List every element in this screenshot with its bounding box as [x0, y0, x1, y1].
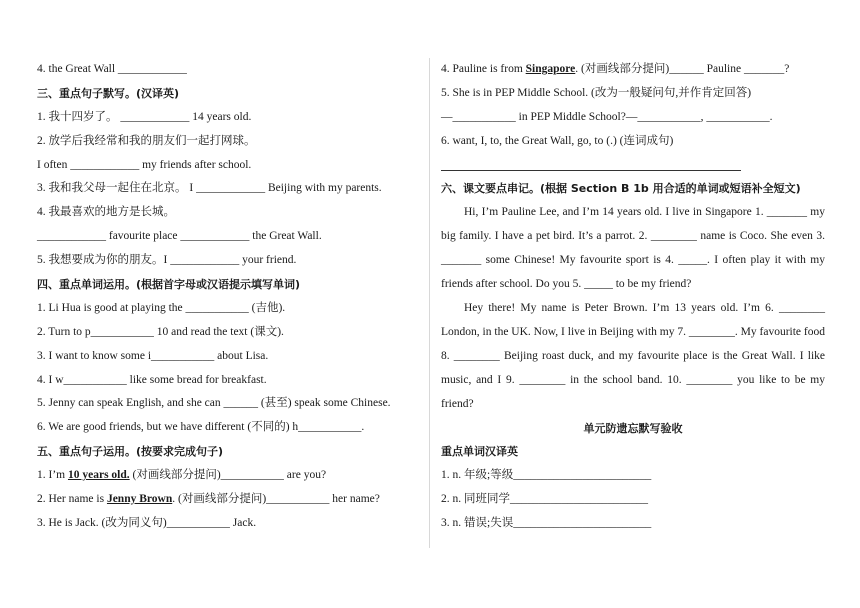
- sentence-2-cn: 2. 放学后我经常和我的朋友们一起打网球。: [37, 134, 256, 147]
- question-2: [37, 488, 417, 512]
- passage: [441, 201, 825, 416]
- passage-paragraph-2: Hey there! My name is Peter Brown. I’m 13 years old. I’m 6. ________ London, in the UK. Now, I live in Beijing with my 7. ________. My favourite food 8. ________ Beijing roast duck, and my favourite place is the Great Wall. I like music, and I 9. ________ in the school band. 10. ________ you like to be my friend?: [441, 301, 825, 410]
- word-2: 2. Turn to p___________ 10 and read the text (课文).: [37, 325, 284, 338]
- question-1: [37, 464, 417, 488]
- word-5: 5. Jenny can speak English, and she can ______ (甚至) speak some Chinese.: [37, 397, 391, 410]
- vocab-3: 3. n. 错误;失误________________________: [441, 517, 652, 530]
- right-column: [441, 58, 825, 536]
- section-4-heading: 四、重点单词运用。(根据首字母或汉语提示填写单词): [37, 278, 301, 292]
- section-3-heading: 三、重点句子默写。(汉译英): [37, 86, 180, 100]
- passage-paragraph-1: Hi, I’m Pauline Lee, and I’m 14 years old. I live in Singapore 1. _______ my big family. I have a pet bird. It’s a parrot. 2. ________ name is Coco. She even 3. _______ some Chinese! My favourite sport is 4. _____. I often play it with my friends after school. Do you 5. _____ to be my friend?: [441, 206, 825, 291]
- r4-underlined: Singapore: [525, 63, 576, 75]
- q2-underlined: Jenny Brown: [106, 493, 173, 506]
- q1-prefix: 1. I’m: [37, 469, 68, 482]
- vocab-heading: 重点单词汉译英: [441, 445, 518, 459]
- sentence-5: 5. 我想要成为你的朋友。I ____________ your friend.: [37, 254, 297, 267]
- left-column: [37, 58, 417, 536]
- sentence-4-en: ____________ favourite place ____________ the Great Wall.: [37, 230, 322, 243]
- word-4: 4. I w___________ like some bread for breakfast.: [37, 373, 267, 386]
- section-5-heading: 五、重点句子运用。(按要求完成句子): [37, 445, 224, 459]
- review-title: 单元防遗忘默写验收: [583, 421, 683, 435]
- right-question-4: [441, 58, 825, 82]
- answer-blank-line: [441, 154, 825, 178]
- word-6: 6. We are good friends, but we have different (不同的) h___________.: [37, 421, 365, 434]
- r4-suffix: . (对画线部分提问)______ Pauline _______?: [575, 63, 790, 75]
- item-great-wall: 4. the Great Wall ____________: [37, 63, 187, 75]
- question-3: 3. He is Jack. (改为同义句)___________ Jack.: [37, 516, 257, 529]
- r4-prefix: 4. Pauline is from: [441, 63, 526, 75]
- column-divider: [429, 58, 430, 548]
- right-question-5-answer: —___________ in PEP Middle School?—___________, ___________.: [441, 110, 773, 123]
- word-1: 1. Li Hua is good at playing the ___________ (吉他).: [37, 301, 286, 314]
- sentence-3: 3. 我和我父母一起住在北京。 I ____________ Beijing with my parents.: [37, 182, 382, 195]
- sentence-4-cn: 4. 我最喜欢的地方是长城。: [37, 206, 175, 219]
- sentence-1: 1. 我十四岁了。 ____________ 14 years old.: [37, 110, 252, 123]
- section-6-heading: 六、课文要点串记。(根据 Section B 1b 用合适的单词或短语补全短文): [441, 182, 801, 196]
- vocab-2: 2. n. 同班同学________________________: [441, 493, 648, 506]
- right-question-5: 5. She is in PEP Middle School. (改为一般疑问句,并作肯定回答): [441, 86, 752, 99]
- sentence-2-en: I often ____________ my friends after school.: [37, 158, 252, 171]
- q2-prefix: 2. Her name is: [37, 493, 107, 506]
- q1-underlined: 10 years old.: [67, 469, 130, 482]
- right-question-6: 6. want, I, to, the Great Wall, go, to (.) (连词成句): [441, 134, 674, 147]
- q2-suffix: . (对画线部分提问)___________ her name?: [172, 493, 380, 506]
- word-3: 3. I want to know some i___________ about Lisa.: [37, 349, 269, 362]
- vocab-1: 1. n. 年级;等级________________________: [441, 469, 652, 482]
- q1-suffix: (对画线部分提问)___________ are you?: [129, 469, 327, 482]
